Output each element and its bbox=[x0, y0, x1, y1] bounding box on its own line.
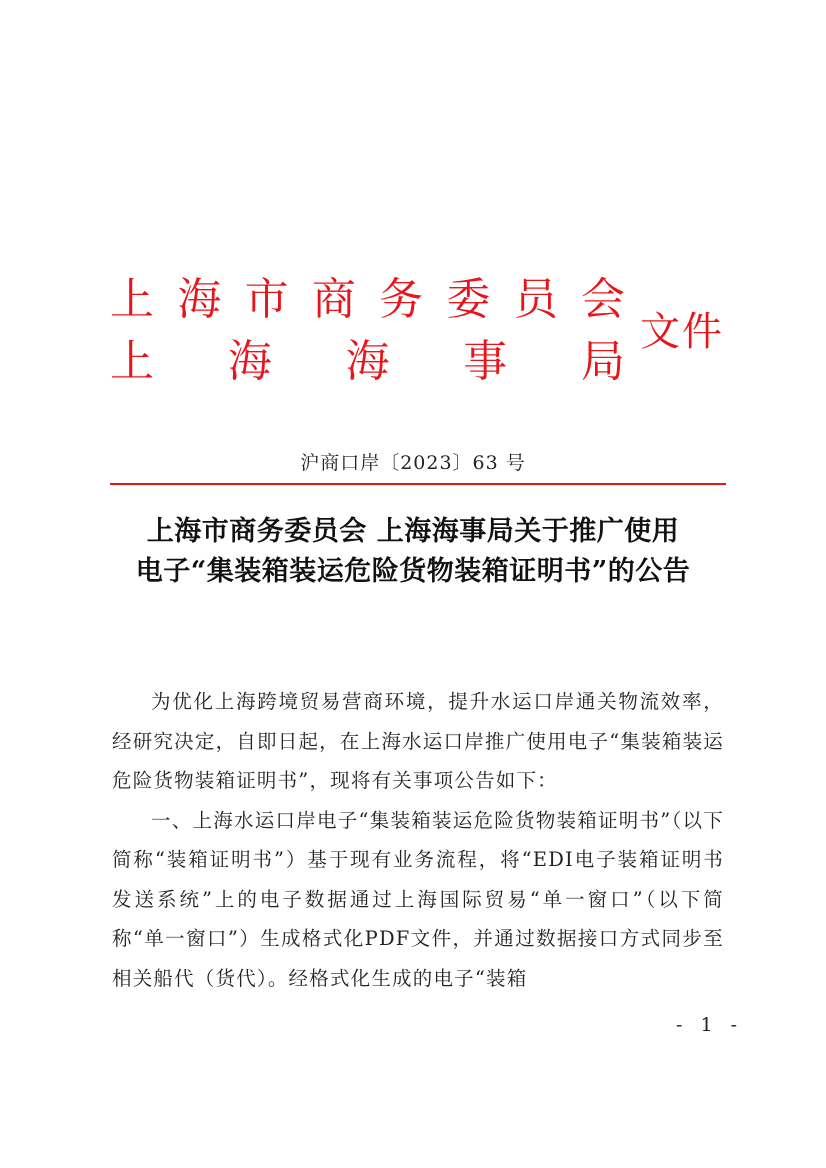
red-divider-line bbox=[110, 483, 726, 485]
masthead-org-1 bbox=[110, 272, 625, 328]
masthead-char: 委 bbox=[446, 274, 491, 325]
masthead-char: 市 bbox=[244, 274, 289, 325]
title-line-1: 上海市商务委员会 上海海事局关于推广使用 bbox=[146, 516, 680, 547]
masthead-char: 上 bbox=[110, 274, 154, 325]
document-body bbox=[112, 682, 724, 998]
masthead-char: 员 bbox=[513, 274, 558, 325]
masthead-doc-word: 文件 bbox=[640, 309, 724, 355]
masthead-char: 事 bbox=[463, 336, 508, 387]
masthead-char: 海 bbox=[345, 336, 390, 387]
document-title bbox=[0, 512, 826, 592]
red-masthead bbox=[110, 270, 750, 390]
body-paragraph: 一、上海水运口岸电子“集装箱装运危险货物装箱证明书”（以下简称“装箱证明书”）基于现有业务流程，将“EDI电子装箱证明书发送系统”上的电子数据通过上海国际贸易“单一窗口”（以下简称“单一窗口”）生成格式化PDF文件，并通过数据接口方式同步至相关船代（货代）。经格式化生成的电子“装箱 bbox=[112, 808, 724, 990]
masthead-char: 商 bbox=[311, 274, 356, 325]
masthead-org-2 bbox=[110, 334, 625, 390]
masthead-char: 局 bbox=[581, 336, 625, 387]
masthead-char: 上 bbox=[110, 336, 154, 387]
masthead-char: 务 bbox=[379, 274, 424, 325]
title-line-2: 电子“集装箱装运危险货物装箱证明书”的公告 bbox=[135, 556, 691, 587]
masthead-char: 会 bbox=[580, 274, 625, 325]
body-paragraph: 为优化上海跨境贸易营商环境，提升水运口岸通关物流效率，经研究决定，自即日起，在上海水运口岸推广使用电子“集装箱装运危险货物装箱证明书”，现将有关事项公告如下： bbox=[112, 690, 724, 792]
page-number: - 1 - bbox=[676, 1014, 744, 1036]
document-number: 沪商口岸〔2023〕63 号 bbox=[300, 452, 526, 474]
masthead-char: 海 bbox=[177, 274, 222, 325]
masthead-char: 海 bbox=[227, 336, 272, 387]
